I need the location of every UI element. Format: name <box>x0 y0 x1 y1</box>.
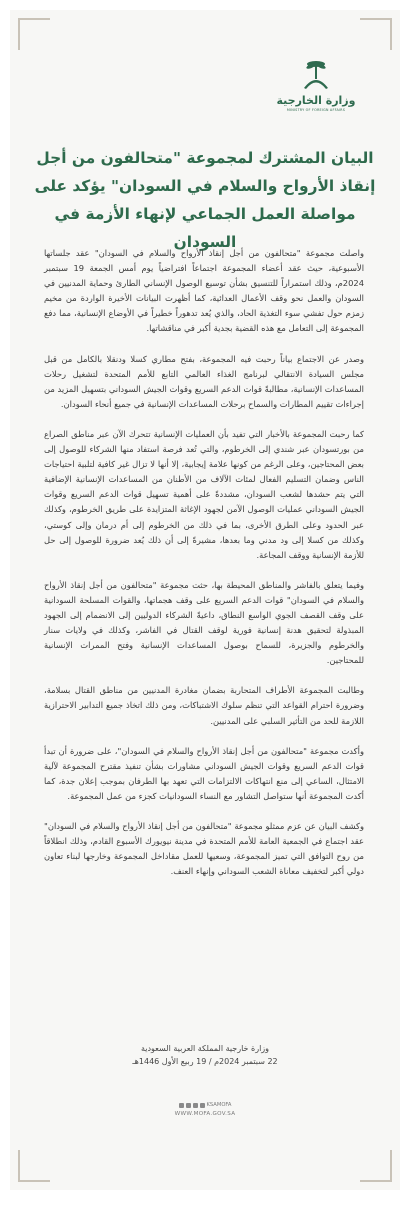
body-paragraph: وطالبت المجموعة الأطراف المتحاربة بضمان مغادرة المدنيين من مناطق القتال بسلامة، وضرورة احترام القواعد التي تنظم سلوك الاشتباكات، ومن ذلك اتخاذ جميع التدابير الاحترازية اللازمة للحد من التأثير السلبي على المدنيين. <box>44 685 364 726</box>
statement-title <box>28 144 382 256</box>
x-icon[interactable] <box>200 1103 205 1108</box>
palm-swords-emblem-icon <box>299 58 333 92</box>
corner-bracket <box>360 18 392 50</box>
body-paragraph: وصدر عن الاجتماع بياناً رحبت فيه المجموعة، بفتح مطاري كسلا ودنقلا بالكامل من قبل مجلس السيادة الانتقالي لبرنامج الغذاء العالمي التابع للأمم المتحدة لتشغيل رحلات المساعدات الإنسانية، مطالبةً قوات الدعم السريع وقوات الجيش السوداني بتسهيل المزيد من إجراءات تقييم المطارات والسماح برحلات المساعدات الإنسانية في جميع أنحاء السودان. <box>44 353 364 409</box>
issuer-name: وزارة خارجية المملكة العربية السعودية <box>140 1044 270 1053</box>
corner-bracket <box>18 1150 50 1182</box>
title-line: إنقاذ الأرواح والسلام في السودان" يؤكد على <box>34 177 376 195</box>
footer <box>10 1101 400 1119</box>
statement-page <box>10 10 400 1190</box>
social-handle[interactable]: KSAMOFA <box>206 1102 232 1108</box>
facebook-icon[interactable] <box>186 1103 191 1108</box>
signature-block <box>46 1042 364 1068</box>
body-paragraph: كما رحبت المجموعة بالأخبار التي تفيد بأن العمليات الإنسانية تتحرك الآن عبر مناطق الصراع من بورتسودان عبر شندي إلى الخرطوم، والتي تُعد فرصة استفاد منها الشركاء للوصول إلى بعض المحتاجين، وعلى الرغم من كونها علامة إيجابية، إلا أنها لا تزال غير كافية لتلبية احتياجات الناس وضمان التسليم الفعال لمئات الآلاف من الأطنان من المساعدات الإنسانية الإضافية التي يتم حشدها لشعب السودان، مشددةً على أهمية تسهيل قوات الدعم السريع وقوات الجيش السوداني عمليات الوصول الآمن لجهود الإغاثة المتزايدة على طريق الخرطوم، وكذلك عبر الحدود وعلى الطرق الأخرى، بما في ذلك من الخرطوم إلى أم درمان وإلى كوستي، وكذلك من كسلا إلى ود مدني وما بعدها، مشيرةً إلى أن ذلك يُعد ضرورة للوصول إلى حل للأزمة الإنسانية ووقف المجاعة. <box>44 428 364 560</box>
ministry-logo <box>276 58 356 113</box>
statement-body <box>44 246 364 894</box>
social-row <box>10 1101 400 1110</box>
ministry-name-arabic: وزارة الخارجية <box>276 94 356 107</box>
corner-bracket <box>18 18 50 50</box>
instagram-icon[interactable] <box>193 1103 198 1108</box>
body-paragraph: وفيما يتعلق بالفاشر والمناطق المحيطة بها، حثت مجموعة "متحالفون من أجل إنقاذ الأرواح والسلام في السودان" قوات الدعم السريع على وقف هجماتها، والقوات المسلحة السودانية على وقف القصف الجوي الواسع النطاق، داعيةً الشركاء الدوليين إلى الانضمام إلى الجهود المبذولة لتحقيق هدنة إنسانية فورية لوقف القتال في الفاشر، وكذلك في ولايات سنار والخرطوم والجزيرة، للسماح بوصول المساعدات الإنسانية وفتح الممرات الإنسانية للمحتاجين. <box>44 579 364 666</box>
title-line: مواصلة العمل الجماعي لإنهاء الأزمة في السودان <box>54 205 356 251</box>
body-paragraph: وكشف البيان عن عزم ممثلو مجموعة "متحالفون من أجل إنقاذ الأرواح والسلام في السودان" عقد اجتماع في الجمعية العامة للأمم المتحدة في مدينة نيويورك الأسبوع القادم، وذلك انطلاقاً من روح التوافق التي تميز المجموعة، وسعيها للعمل مقاداخل المجموعة وخارجها لبناء تعاون دولي أكبر لتخفيف معاناة الشعب السوداني وإنهاء العنف. <box>44 821 364 877</box>
body-paragraph: واصلت مجموعة "متحالفون من أجل إنقاذ الأرواح والسلام في السودان" عقد جلساتها الأسبوعية، حيث عقد أعضاء المجموعة اجتماعاً افتراضياً يوم أمس الجمعة 19 سبتمبر 2024م، وذلك استمراراً للتنسيق بشأن توسيع الوصول الإنساني الطارئ وحماية المدنيين في السودان والعمل نحو وقف الأعمال العدائية، كما أظهرت البيانات الأخيرة الواردة من مخيم زمزم حول تفشي سوء التغذية الحاد، والذي يُعد تدهوراً خطيراً في الأوضاع الإنسانية، مما دفع المجموعة إلى التعامل مع هذه القضية بجدية أكبر في مناقشاتها. <box>44 248 365 334</box>
corner-bracket <box>360 1150 392 1182</box>
snapchat-icon[interactable] <box>179 1103 184 1108</box>
website-link[interactable]: WWW.MOFA.GOV.SA <box>174 1111 236 1117</box>
ministry-name-english: MINISTRY OF FOREIGN AFFAIRS <box>286 108 346 112</box>
title-line: البيان المشترك لمجموعة "متحالفون من أجل <box>36 149 374 167</box>
issue-date: 22 سبتمبر 2024م / 19 ربيع الأول 1446هـ <box>132 1057 278 1066</box>
body-paragraph: وأكدت مجموعة "متحالفون من أجل إنقاذ الأرواح والسلام في السودان"، على ضرورة أن تبدأ قوات الدعم السريع وقوات الجيش السوداني مشاورات بشأن تنفيذ مقترح المجموعة لآلية الامتثال، الساعي إلى منع انتهاكات الالتزامات التي تعهد بها الطرفان بموجب إعلان جدة، كما أكدت المجموعة أنها ستواصل التشاور مع النساء السودانيات كجزء من عمل المجموعة. <box>44 745 364 801</box>
